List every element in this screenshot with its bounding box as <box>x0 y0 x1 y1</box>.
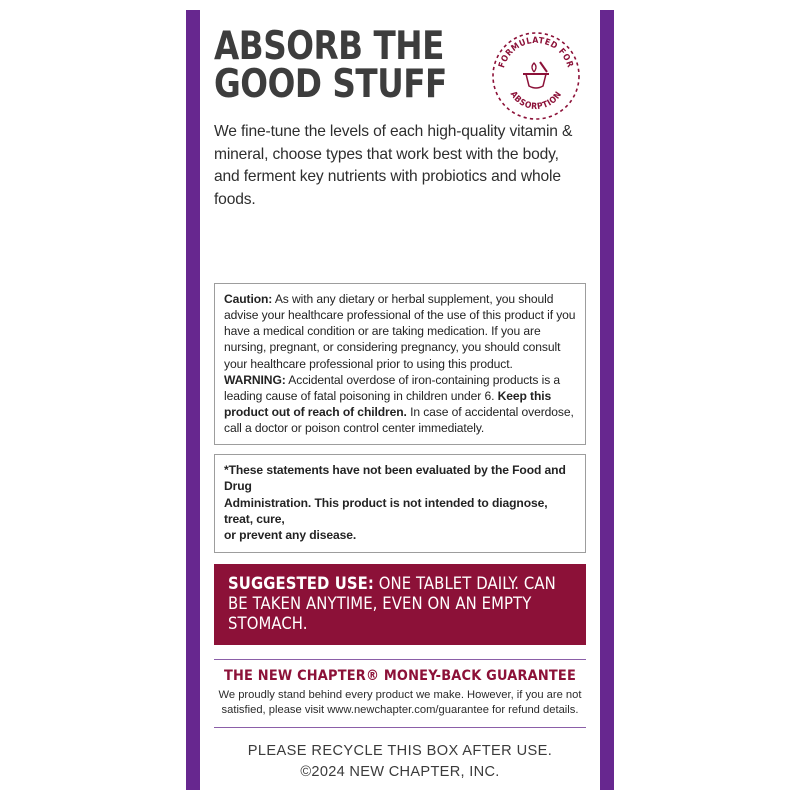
disclaimer-line-1: *These statements have not been evaluated by the Food and Drug <box>224 462 566 494</box>
warning-text: Accidental overdose of iron-containing products is a leading cause of fatal poisoning in children under 6. <box>224 372 561 403</box>
intro-paragraph: We fine-tune the levels of each high-quality vitamin & mineral, choose types that work best with the body, and ferment key nutrients with probiotics and whole foods. <box>214 123 573 208</box>
fda-disclaimer-box <box>214 454 586 553</box>
keep-out-of-reach-text: Keep this product out of reach of children. <box>224 388 552 419</box>
suggested-use-text: ONE TABLET DAILY. CAN BE TAKEN ANYTIME, EVEN ON AN EMPTY STOMACH. <box>228 573 556 633</box>
copyright-notice: ©2024 NEW CHAPTER, INC. <box>300 764 500 781</box>
warning-label: WARNING: <box>224 372 286 387</box>
right-purple-edge <box>600 10 614 790</box>
disclaimer-line-3: or prevent any disease. <box>224 528 357 543</box>
suggested-use-banner <box>214 564 586 645</box>
money-back-guarantee <box>214 668 586 718</box>
guarantee-body: We proudly stand behind every product we make. However, if you are not satisfied, please visit www.newchapter.com/guarantee for refund details. <box>218 688 582 716</box>
caution-label: Caution: <box>224 292 273 307</box>
panel-content <box>200 10 600 790</box>
seal-bottom-text: ABSORPTION <box>507 89 565 113</box>
headline-block <box>214 10 586 113</box>
warning-text-continued: In case of accidental overdose, call a doctor or poison control center immediately. <box>224 404 574 435</box>
disclaimer-line-2: Administration. This product is not intended to diagnose, treat, cure, <box>224 495 548 526</box>
headline-line-2: GOOD STUFF <box>214 62 447 108</box>
left-purple-edge <box>186 10 200 790</box>
headline-line-1: ABSORB THE <box>214 24 444 69</box>
divider-top <box>214 659 586 660</box>
footer-block <box>214 741 586 782</box>
recycle-notice: PLEASE RECYCLE THIS BOX AFTER USE. <box>247 743 553 760</box>
suggested-use-label: SUGGESTED USE: <box>228 573 374 593</box>
seal-top-text: FORMULATED FOR <box>497 35 575 70</box>
page-title <box>214 24 465 108</box>
divider-bottom <box>214 727 586 728</box>
guarantee-title: THE NEW CHAPTER® MONEY-BACK GUARANTEE <box>223 667 577 684</box>
formulated-for-absorption-seal <box>490 30 582 122</box>
caution-text: As with any dietary or herbal supplement, you should advise your healthcare professional of the use of this product if you have a medical condition or are taking medication. If you are nursing, pregnant, or considering pregnancy, you should consult your healthcare professional prior to using this product. <box>224 292 576 371</box>
caution-warning-box <box>214 283 586 445</box>
mortar-and-pestle-icon <box>523 62 549 88</box>
